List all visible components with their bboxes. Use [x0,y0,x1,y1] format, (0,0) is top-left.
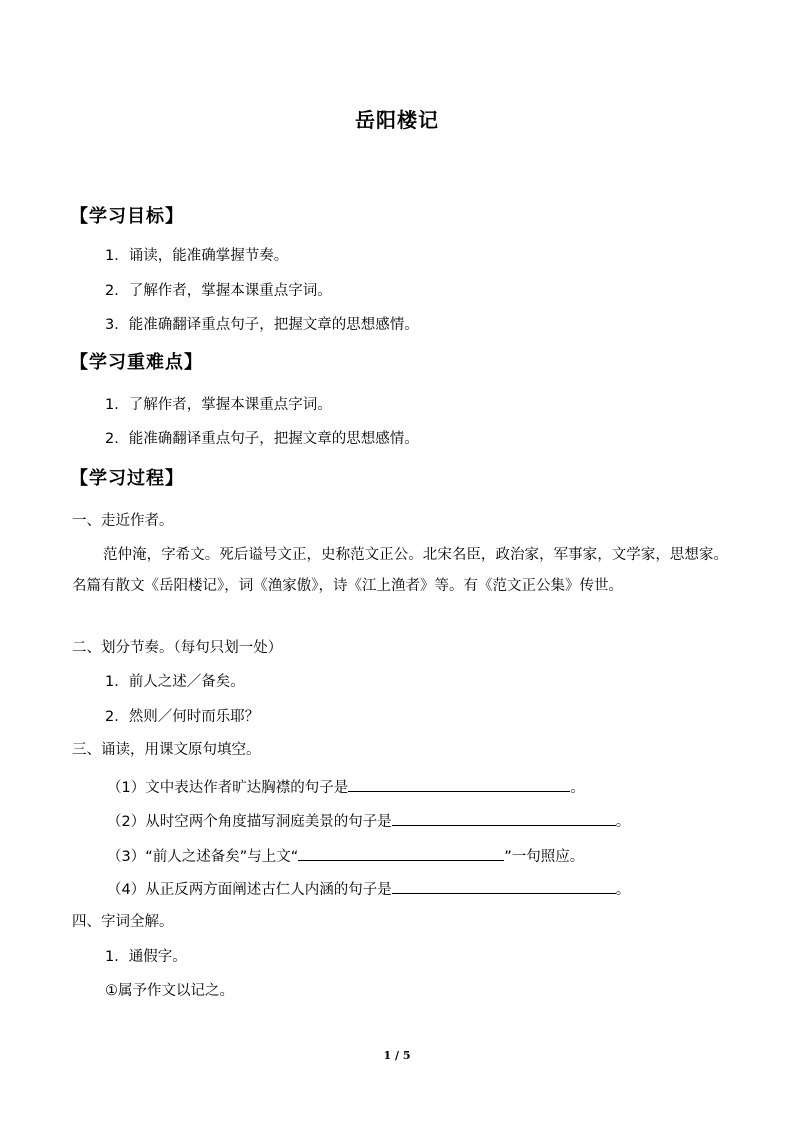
section-3-title: 三、诵读，用课文原句填空。 [72,742,261,758]
fill-question-4 [107,878,630,900]
section-2-title: 二、划分节奏。（每句只划一处） [72,640,283,656]
page-indicator: 1 / 5 [383,1049,411,1062]
answer-blank-4[interactable] [392,878,616,894]
author-paragraph: 范仲淹，字希文。死后谥号文正，史称范文正公。北宋名臣，政治家，军事家，文学家，思想家。名篇有散文《岳阳楼记》，词《渔家傲》，诗《江上渔者》等。有《范文正公集》传世。 [72,547,728,594]
process-heading: 【学习过程】 [70,468,184,489]
rhythm-item-2: 2．然则／何时而乐耶？ [105,709,260,725]
key-point-item-1: 1．了解作者，掌握本课重点字词。 [105,397,332,413]
section-4-title: 四、字词全解。 [72,914,174,930]
goal-item-3: 3．能准确翻译重点句子，把握文章的思想感情。 [105,317,419,333]
fill-question-1 [107,776,585,798]
fill-question-4-end: 。 [615,882,631,898]
answer-blank-2[interactable] [392,810,616,826]
key-point-item-2: 2．能准确翻译重点句子，把握文章的思想感情。 [105,431,419,447]
fill-question-3 [107,845,584,867]
fill-question-2 [107,810,630,832]
fill-question-3-end: ”一句照应。 [504,849,585,865]
vocab-subheading: 1．通假字。 [105,949,187,965]
answer-blank-3[interactable] [298,845,504,861]
rhythm-item-1: 1．前人之述／备矣。 [105,674,245,690]
key-points-heading: 【学习重难点】 [70,352,203,373]
answer-blank-1[interactable] [348,776,570,792]
goal-item-1: 1．诵读，能准确掌握节奏。 [105,248,289,264]
section-1-title: 一、走近作者。 [72,513,174,529]
fill-question-1-text: （1）文中表达作者旷达胸襟的句子是 [107,780,349,796]
fill-question-2-end: 。 [615,814,631,830]
fill-question-4-text: （4）从正反两方面阐述古仁人内涵的句子是 [107,882,392,898]
vocab-item-1: ①属予作文以记之。 [105,983,234,999]
fill-question-3-text: （3）“前人之述备矣”与上文“ [107,849,299,865]
goals-heading: 【学习目标】 [70,206,184,227]
fill-question-2-text: （2）从时空两个角度描写洞庭美景的句子是 [107,814,392,830]
goal-item-2: 2．了解作者，掌握本课重点字词。 [105,283,332,299]
document-title: 岳阳楼记 [355,108,439,132]
fill-question-1-end: 。 [570,780,585,796]
